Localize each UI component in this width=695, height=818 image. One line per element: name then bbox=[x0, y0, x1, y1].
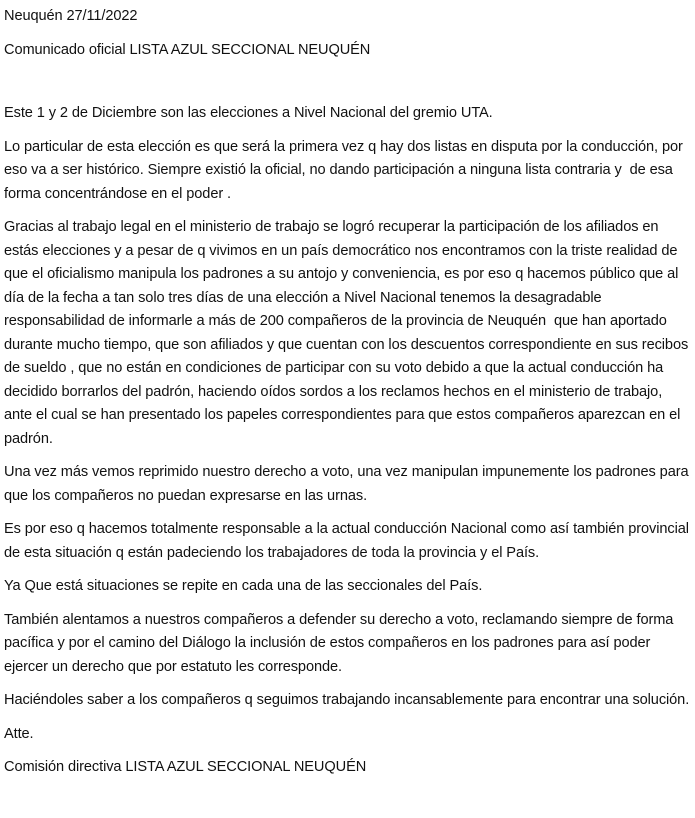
signature-line: Comisión directiva LISTA AZUL SECCIONAL NEUQUÉN bbox=[4, 759, 367, 775]
closing-line: Atte. bbox=[4, 725, 34, 742]
paragraph-responsibility: Es por eso q hacemos totalmente responsable a la actual conducción Nacional como así también provincial de esta situación q están padeciendo los trabajadores de toda la provincia y el País. bbox=[4, 521, 693, 561]
paragraph-encouragement: También alentamos a nuestros compañeros a defender su derecho a voto, reclamando siempre de forma pacífica y por el camino del Diálogo la inclusión de estos compañeros en los padrones para así poder ejercer un derecho que por estatuto les corresponde. bbox=[4, 611, 678, 675]
paragraph-vote-repressed: Una vez más vemos reprimido nuestro derecho a voto, una vez manipulan impunemente los padrones para que los compañeros no puedan expresarse en las urnas. bbox=[4, 464, 693, 504]
paragraph-solution: Haciéndoles saber a los compañeros q seguimos trabajando incansablemente para encontrar una solución. bbox=[4, 692, 690, 708]
subject-line: Comunicado oficial LISTA AZUL SECCIONAL NEUQUÉN bbox=[4, 41, 371, 58]
paragraph-legal-work: Gracias al trabajo legal en el ministerio de trabajo se logró recuperar la participación de los afiliados en estás elecciones y a pesar de q vivimos en un país democrático nos encontramos con la triste realidad de que el oficialismo manipula los padrones a su antojo y conveniencia, es por eso q hacemos público que al día de la fecha a tan solo tres días de una elección a Nivel Nacional tenemos la desagradable responsabilidad de informarle a más de 200 compañeros de la provincia de Neuquén que han aportado durante mucho tiempo, que son afiliados y que cuentan con los descuentos correspondiente en sus recibos de sueldo , que no están en condiciones de participar con su voto debido a que la actual conducción ha decidido borrarlos del padrón, haciendo oídos sordos a los reclamos hechos en el ministerio de trabajo, ante el cual se han presentado los papeles correspondientes para que estos compañeros aparezcan en el padrón. bbox=[4, 219, 693, 447]
date-line: Neuquén 27/11/2022 bbox=[4, 8, 138, 24]
paragraph-elections: Este 1 y 2 de Diciembre son las elecciones a Nivel Nacional del gremio UTA. bbox=[4, 105, 493, 121]
document-body bbox=[4, 5, 693, 780]
paragraph-particular: Lo particular de esta elección es que será la primera vez q hay dos listas en disputa por la conducción, por eso va a ser histórico. Siempre existió la oficial, no dando participación a ninguna lista contraria y de esa forma concentrándose en el poder . bbox=[4, 138, 687, 202]
paragraph-seccionales: Ya Que está situaciones se repite en cada una de las seccionales del País. bbox=[4, 578, 483, 594]
